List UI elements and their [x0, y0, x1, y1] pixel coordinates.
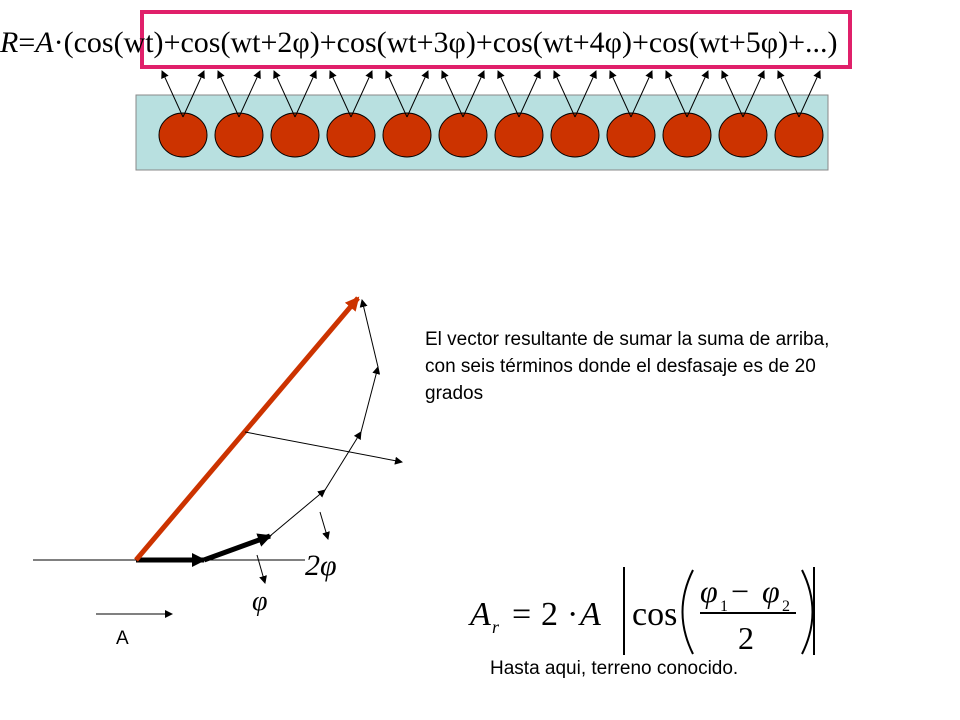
footer-text: Hasta aqui, terreno conocido. — [490, 658, 739, 679]
amp-denominator: 2 — [738, 620, 754, 656]
paren-right — [802, 570, 813, 654]
amp-minus: − — [731, 573, 750, 609]
phasor-vector — [204, 536, 270, 560]
array-element — [775, 113, 823, 157]
phasor-vector — [270, 490, 325, 536]
array-element — [495, 113, 543, 157]
formula-plus-2: + — [319, 26, 337, 59]
array-element — [215, 113, 263, 157]
resultant-vector — [136, 298, 358, 560]
formula-close-paren: ) — [827, 26, 838, 59]
phasor-vector — [362, 300, 378, 367]
amp-phi2: φ — [762, 573, 780, 609]
label-a: A — [116, 628, 129, 649]
two-phi-marker-arrow — [320, 512, 328, 539]
amp-phi1: φ — [700, 573, 718, 609]
array-element — [383, 113, 431, 157]
formula-term-4: cos(wt+4φ) — [492, 26, 632, 59]
formula-ellipsis: ... — [805, 26, 828, 59]
caption-line-1: El vector resultante de sumar la suma de arriba, — [425, 329, 830, 350]
formula-term-2: cos(wt+2φ) — [180, 26, 320, 59]
amp-sub-r: r — [492, 617, 500, 637]
formula-plus-5: + — [788, 26, 806, 59]
amp-two: 2 — [541, 596, 558, 633]
svg-text:R=A·(cos(wt)+cos(wt+2φ)+cos(wt — [0, 26, 838, 59]
array-element — [663, 113, 711, 157]
amp-equals: = — [512, 596, 532, 633]
formula-term-5: cos(wt+5φ) — [648, 26, 789, 59]
array-element — [551, 113, 599, 157]
formula-r: R — [0, 26, 19, 59]
array-element — [159, 113, 207, 157]
perpendicular-line — [245, 432, 402, 462]
array-element — [327, 113, 375, 157]
label-phi: φ — [252, 586, 268, 617]
amp-a: A — [470, 596, 491, 633]
phasor-vector — [361, 367, 378, 432]
formula-a: A — [35, 26, 54, 59]
caption-line-3: grados — [425, 383, 484, 404]
phasor-vector — [325, 432, 361, 490]
formula-equals: = — [18, 26, 36, 59]
caption — [425, 326, 945, 407]
amp-sub2: 2 — [782, 598, 790, 615]
formula-plus-3: + — [475, 26, 493, 59]
formula-open-paren: ( — [63, 26, 74, 59]
array-element — [719, 113, 767, 157]
array-element — [607, 113, 655, 157]
array-element — [271, 113, 319, 157]
amplitude-formula — [468, 567, 814, 656]
formula-term-3: cos(wt+3φ) — [336, 26, 476, 59]
label-two-phi: 2φ — [305, 549, 337, 582]
amp-dot: · — [567, 596, 579, 633]
formula-plus-4: + — [631, 26, 649, 59]
phi-marker-arrow — [257, 555, 265, 583]
array-element — [439, 113, 487, 157]
amp-cos: cos — [632, 596, 678, 633]
amp-sub1: 1 — [720, 598, 728, 615]
formula-term-1: cos(wt) — [73, 26, 164, 59]
formula-dot: · — [53, 26, 64, 59]
paren-left — [683, 570, 694, 654]
caption-line-2: con seis términos donde el desfasaje es de 20 — [425, 356, 816, 377]
formula-plus-1: + — [163, 26, 181, 59]
amp-a2: A — [580, 596, 601, 633]
